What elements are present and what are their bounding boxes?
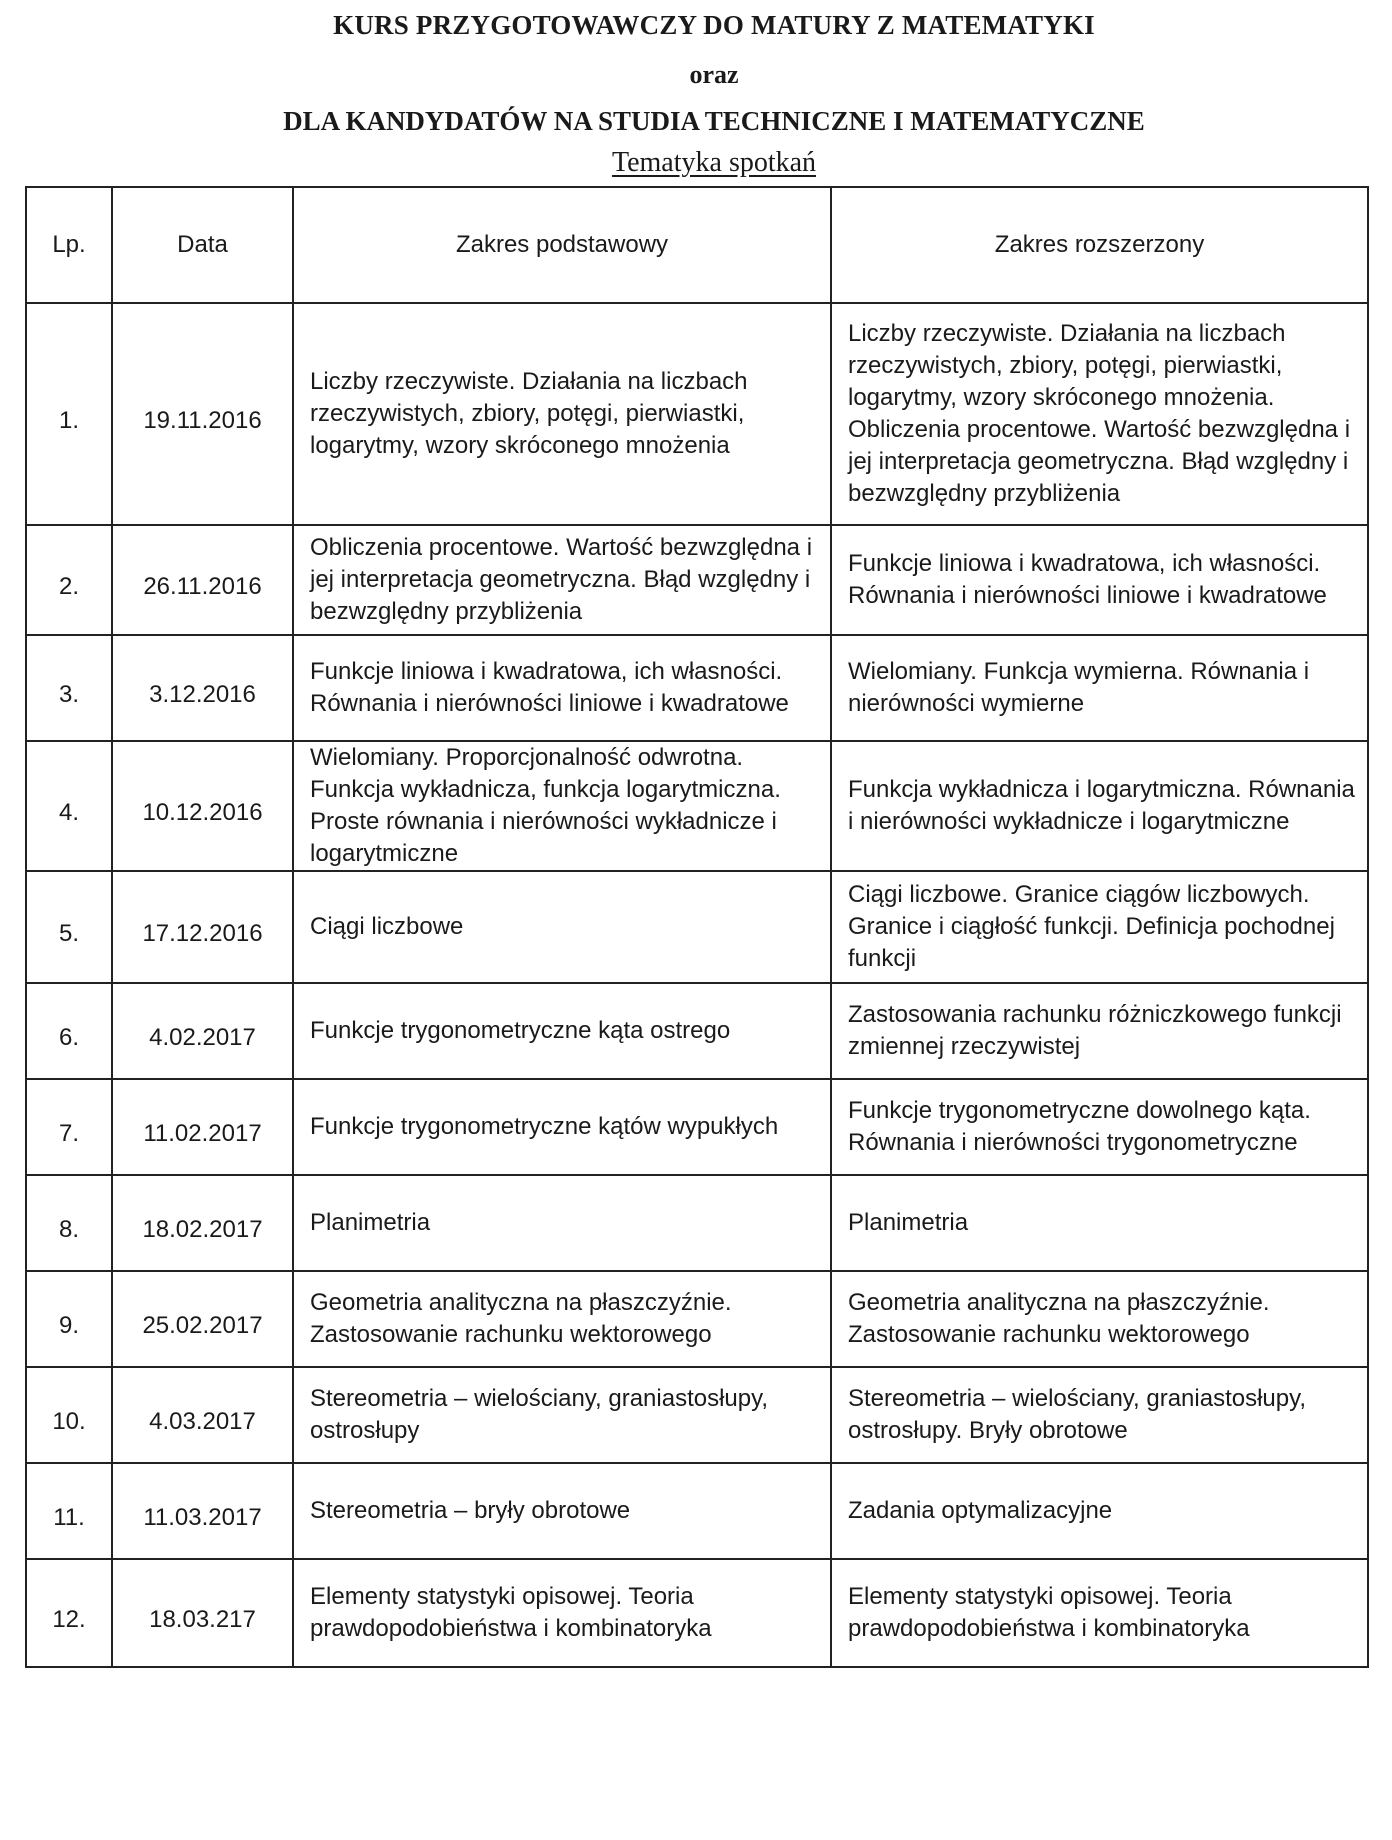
lp-cell: 5. [26,871,112,983]
date-cell: 11.03.2017 [112,1463,293,1559]
column-header-lp: Lp. [26,187,112,303]
extended-topic-cell: Funkcja wykładnicza i logarytmiczna. Równania i nierówności wykładnicze i logarytmiczne [831,741,1368,871]
extended-topic-cell: Elementy statystyki opisowej. Teoria prawdopodobieństwa i kombinatoryka [831,1559,1368,1667]
basic-topic-cell: Liczby rzeczywiste. Działania na liczbach rzeczywistych, zbiory, potęgi, pierwiastki, logarytmy, wzory skróconego mnożenia [293,303,831,525]
basic-topic-cell: Wielomiany. Proporcjonalność odwrotna. Funkcja wykładnicza, funkcja logarytmiczna. Proste równania i nierówności wykładnicze i logarytmiczne [293,741,831,871]
date-cell: 11.02.2017 [112,1079,293,1175]
column-header-date: Data [112,187,293,303]
table-header-row [26,187,1368,303]
column-header-basic: Zakres podstawowy [293,187,831,303]
basic-topic-cell: Geometria analityczna na płaszczyźnie. Zastosowanie rachunku wektorowego [293,1271,831,1367]
lp-cell: 9. [26,1271,112,1367]
lp-cell: 8. [26,1175,112,1271]
basic-topic-cell: Funkcje trygonometryczne kątów wypukłych [293,1079,831,1175]
extended-topic-cell: Funkcje trygonometryczne dowolnego kąta. Równania i nierówności trygonometryczne [831,1079,1368,1175]
course-title-conjunction: oraz [689,60,739,89]
lp-cell: 4. [26,741,112,871]
table-row [26,1559,1368,1667]
date-cell: 18.02.2017 [112,1175,293,1271]
table-row [26,1079,1368,1175]
lp-cell: 2. [26,525,112,635]
table-row [26,1271,1368,1367]
extended-topic-cell: Funkcje liniowa i kwadratowa, ich własności. Równania i nierówności liniowe i kwadratowe [831,525,1368,635]
basic-topic-cell: Stereometria – bryły obrotowe [293,1463,831,1559]
basic-topic-cell: Stereometria – wielościany, graniastosłupy, ostrosłupy [293,1367,831,1463]
lp-cell: 6. [26,983,112,1079]
course-title: KURS PRZYGOTOWAWCZY DO MATURY Z MATEMATYKI [333,10,1095,40]
extended-topic-cell: Liczby rzeczywiste. Działania na liczbach rzeczywistych, zbiory, potęgi, pierwiastki, logarytmy, wzory skróconego mnożenia. Obliczenia procentowe. Wartość bezwzględna i jej interpretacja geometryczna. Błąd względny i bezwzględny przybliżenia [831,303,1368,525]
basic-topic-cell: Funkcje trygonometryczne kąta ostrego [293,983,831,1079]
date-cell: 26.11.2016 [112,525,293,635]
lp-cell: 7. [26,1079,112,1175]
date-cell: 19.11.2016 [112,303,293,525]
extended-topic-cell: Stereometria – wielościany, graniastosłupy, ostrosłupy. Bryły obrotowe [831,1367,1368,1463]
basic-topic-cell: Ciągi liczbowe [293,871,831,983]
extended-topic-cell: Ciągi liczbowe. Granice ciągów liczbowych. Granice i ciągłość funkcji. Definicja pochodnej funkcji [831,871,1368,983]
column-header-extended: Zakres rozszerzony [831,187,1368,303]
schedule-table [25,186,1369,1668]
schedule-subtitle: Tematyka spotkań [611,147,817,178]
basic-topic-cell: Elementy statystyki opisowej. Teoria prawdopodobieństwa i kombinatoryka [293,1559,831,1667]
table-row [26,1367,1368,1463]
basic-topic-cell: Funkcje liniowa i kwadratowa, ich własności. Równania i nierówności liniowe i kwadratowe [293,635,831,741]
table-row [26,1463,1368,1559]
table-row [26,1175,1368,1271]
lp-cell: 10. [26,1367,112,1463]
date-cell: 10.12.2016 [112,741,293,871]
table-row [26,525,1368,635]
date-cell: 4.03.2017 [112,1367,293,1463]
extended-topic-cell: Geometria analityczna na płaszczyźnie. Zastosowanie rachunku wektorowego [831,1271,1368,1367]
table-row [26,871,1368,983]
extended-topic-cell: Zastosowania rachunku różniczkowego funkcji zmiennej rzeczywistej [831,983,1368,1079]
date-cell: 17.12.2016 [112,871,293,983]
table-row [26,303,1368,525]
date-cell: 3.12.2016 [112,635,293,741]
table-row [26,983,1368,1079]
document-header [0,8,1392,180]
course-title-audience: DLA KANDYDATÓW NA STUDIA TECHNICZNE I MATEMATYCZNE [283,106,1145,136]
date-cell: 18.03.217 [112,1559,293,1667]
table-row [26,635,1368,741]
table-row [26,741,1368,871]
lp-cell: 1. [26,303,112,525]
extended-topic-cell: Zadania optymalizacyjne [831,1463,1368,1559]
extended-topic-cell: Wielomiany. Funkcja wymierna. Równania i nierówności wymierne [831,635,1368,741]
basic-topic-cell: Planimetria [293,1175,831,1271]
date-cell: 25.02.2017 [112,1271,293,1367]
date-cell: 4.02.2017 [112,983,293,1079]
basic-topic-cell: Obliczenia procentowe. Wartość bezwzględna i jej interpretacja geometryczna. Błąd względny i bezwzględny przybliżenia [293,525,831,635]
lp-cell: 3. [26,635,112,741]
lp-cell: 11. [26,1463,112,1559]
extended-topic-cell: Planimetria [831,1175,1368,1271]
lp-cell: 12. [26,1559,112,1667]
